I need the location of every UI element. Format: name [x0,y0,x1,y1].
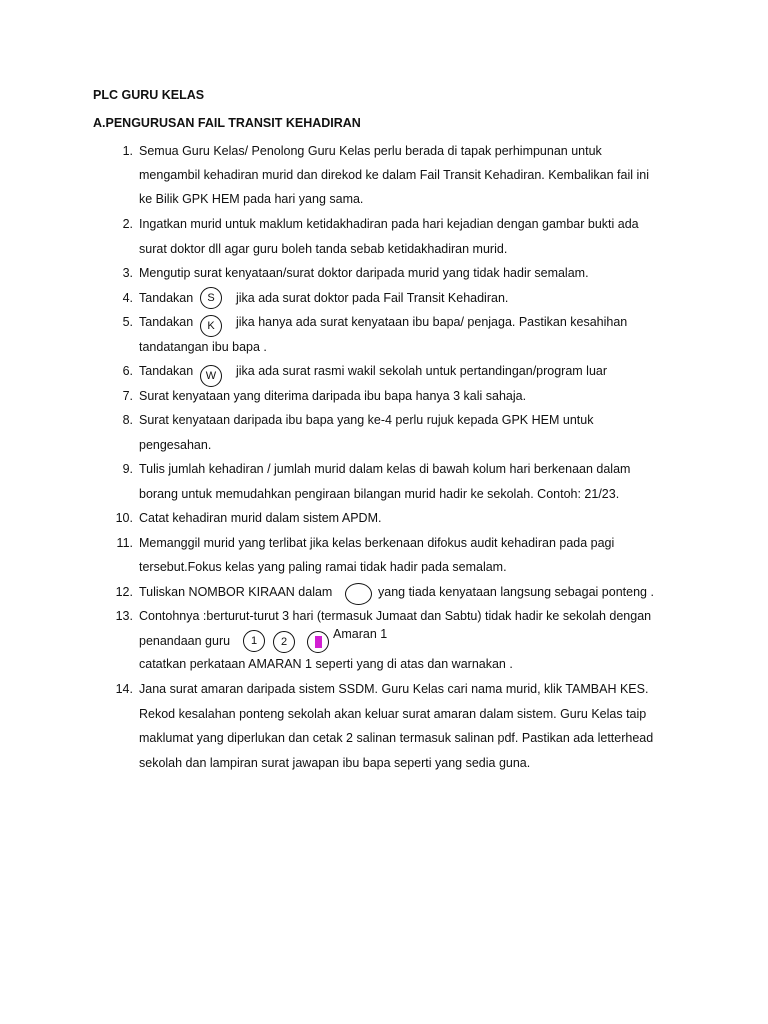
list-item-number: 13. [115,609,133,623]
attendance-mark-letter: S [207,292,215,304]
section-heading: A.PENGURUSAN FAIL TRANSIT KEHADIRAN [93,116,361,130]
list-item-text: Jana surat amaran daripada sistem SSDM. Guru Kelas cari nama murid, klik TAMBAH KES. [139,682,649,696]
list-item-text: yang tiada kenyataan langsung sebagai ponteng . [378,585,654,599]
absence-count-circle-2 [273,631,295,653]
list-item-text: Surat kenyataan yang diterima daripada ibu bapa hanya 3 kali sahaja. [139,389,527,403]
attendance-mark-circle-s [200,287,222,309]
list-item-text: tersebut.Fokus kelas yang paling ramai tidak hadir pada semalam. [139,560,507,574]
attendance-mark-letter: W [205,370,217,382]
list-item-number: 8. [122,413,133,427]
absence-count-number: 3 [314,636,322,649]
blank-count-circle [345,583,372,605]
absence-count-number: 1 [250,635,258,647]
list-item-text: Tandakan [139,364,194,378]
warning-note: Amaran 1 [333,627,388,641]
list-item-number: 6. [122,364,133,378]
list-item-number: 12. [115,585,133,599]
list-item-text: jika ada surat doktor pada Fail Transit Kehadiran. [236,291,509,305]
list-item-text: Catat kehadiran murid dalam sistem APDM. [139,511,382,525]
list-item-text: Tuliskan NOMBOR KIRAAN dalam [139,585,333,599]
list-item-text: Tandakan [139,315,194,329]
list-item-text: Mengutip surat kenyataan/surat doktor daripada murid yang tidak hadir semalam. [139,266,589,280]
list-item-text: jika hanya ada surat kenyataan ibu bapa/ penjaga. Pastikan kesahihan [236,315,628,329]
list-item-number: 4. [122,291,133,305]
list-item-number: 2. [122,217,133,231]
list-item-text: maklumat yang diperlukan dan cetak 2 salinan termasuk salinan pdf. Pastikan ada letterhead [139,731,654,745]
list-item-text: ke Bilik GPK HEM pada hari yang sama. [139,192,364,206]
list-item-text: borang untuk memudahkan pengiraan bilangan murid hadir ke sekolah. Contoh: 21/23. [139,487,620,501]
list-item-number: 14. [115,682,133,696]
list-item-text: Semua Guru Kelas/ Penolong Guru Kelas perlu berada di tapak perhimpunan untuk [139,144,602,158]
list-item-text: Tandakan [139,291,194,305]
list-item-number: 5. [122,315,133,329]
list-item-text: surat doktor dll agar guru boleh tanda sebab ketidakhadiran murid. [139,242,508,256]
list-item-number: 1. [122,144,133,158]
list-item-text: Surat kenyataan daripada ibu bapa yang ke-4 perlu rujuk kepada GPK HEM untuk [139,413,594,427]
attendance-mark-circle-k [200,315,222,337]
attendance-mark-circle-w [200,365,222,387]
list-item-text: Rekod kesalahan ponteng sekolah akan keluar surat amaran dalam sistem. Guru Kelas taip [139,707,647,721]
list-item-text: mengambil kehadiran murid dan direkod ke dalam Fail Transit Kehadiran. Kembalikan fail ini [139,168,649,182]
list-item-number: 3. [122,266,133,280]
absence-count-circle-1 [243,630,265,652]
list-item-text: sekolah dan lampiran surat jawapan ibu bapa seperti yang sedia guna. [139,756,531,770]
list-item-number: 9. [122,462,133,476]
list-item-text: penandaan guru [139,634,231,648]
absence-count-number: 2 [280,636,288,648]
list-item-text: jika ada surat rasmi wakil sekolah untuk pertandingan/program luar [236,364,608,378]
list-item-text: tandatangan ibu bapa . [139,340,267,354]
list-item-text: pengesahan. [139,438,212,452]
list-item-text: catatkan perkataan AMARAN 1 seperti yang di atas dan warnakan . [139,657,513,671]
list-item-number: 11. [116,536,133,550]
list-item-text: Contohnya :berturut-turut 3 hari (termasuk Jumaat dan Sabtu) tidak hadir ke sekolah dengan [139,609,652,623]
list-item-text: Ingatkan murid untuk maklum ketidakhadiran pada hari kejadian dengan gambar bukti ada [139,217,639,231]
absence-count-circle-3 [307,631,329,653]
list-item-text: Memanggil murid yang terlibat jika kelas berkenaan difokus audit kehadiran pada pagi [139,536,615,550]
list-item-text: Tulis jumlah kehadiran / jumlah murid dalam kelas di bawah kolum hari berkenaan dalam [139,462,631,476]
document-title: PLC GURU KELAS [93,88,205,102]
list-item-number: 10. [115,511,133,525]
list-item-number: 7. [122,389,133,403]
attendance-mark-letter: K [207,320,215,332]
